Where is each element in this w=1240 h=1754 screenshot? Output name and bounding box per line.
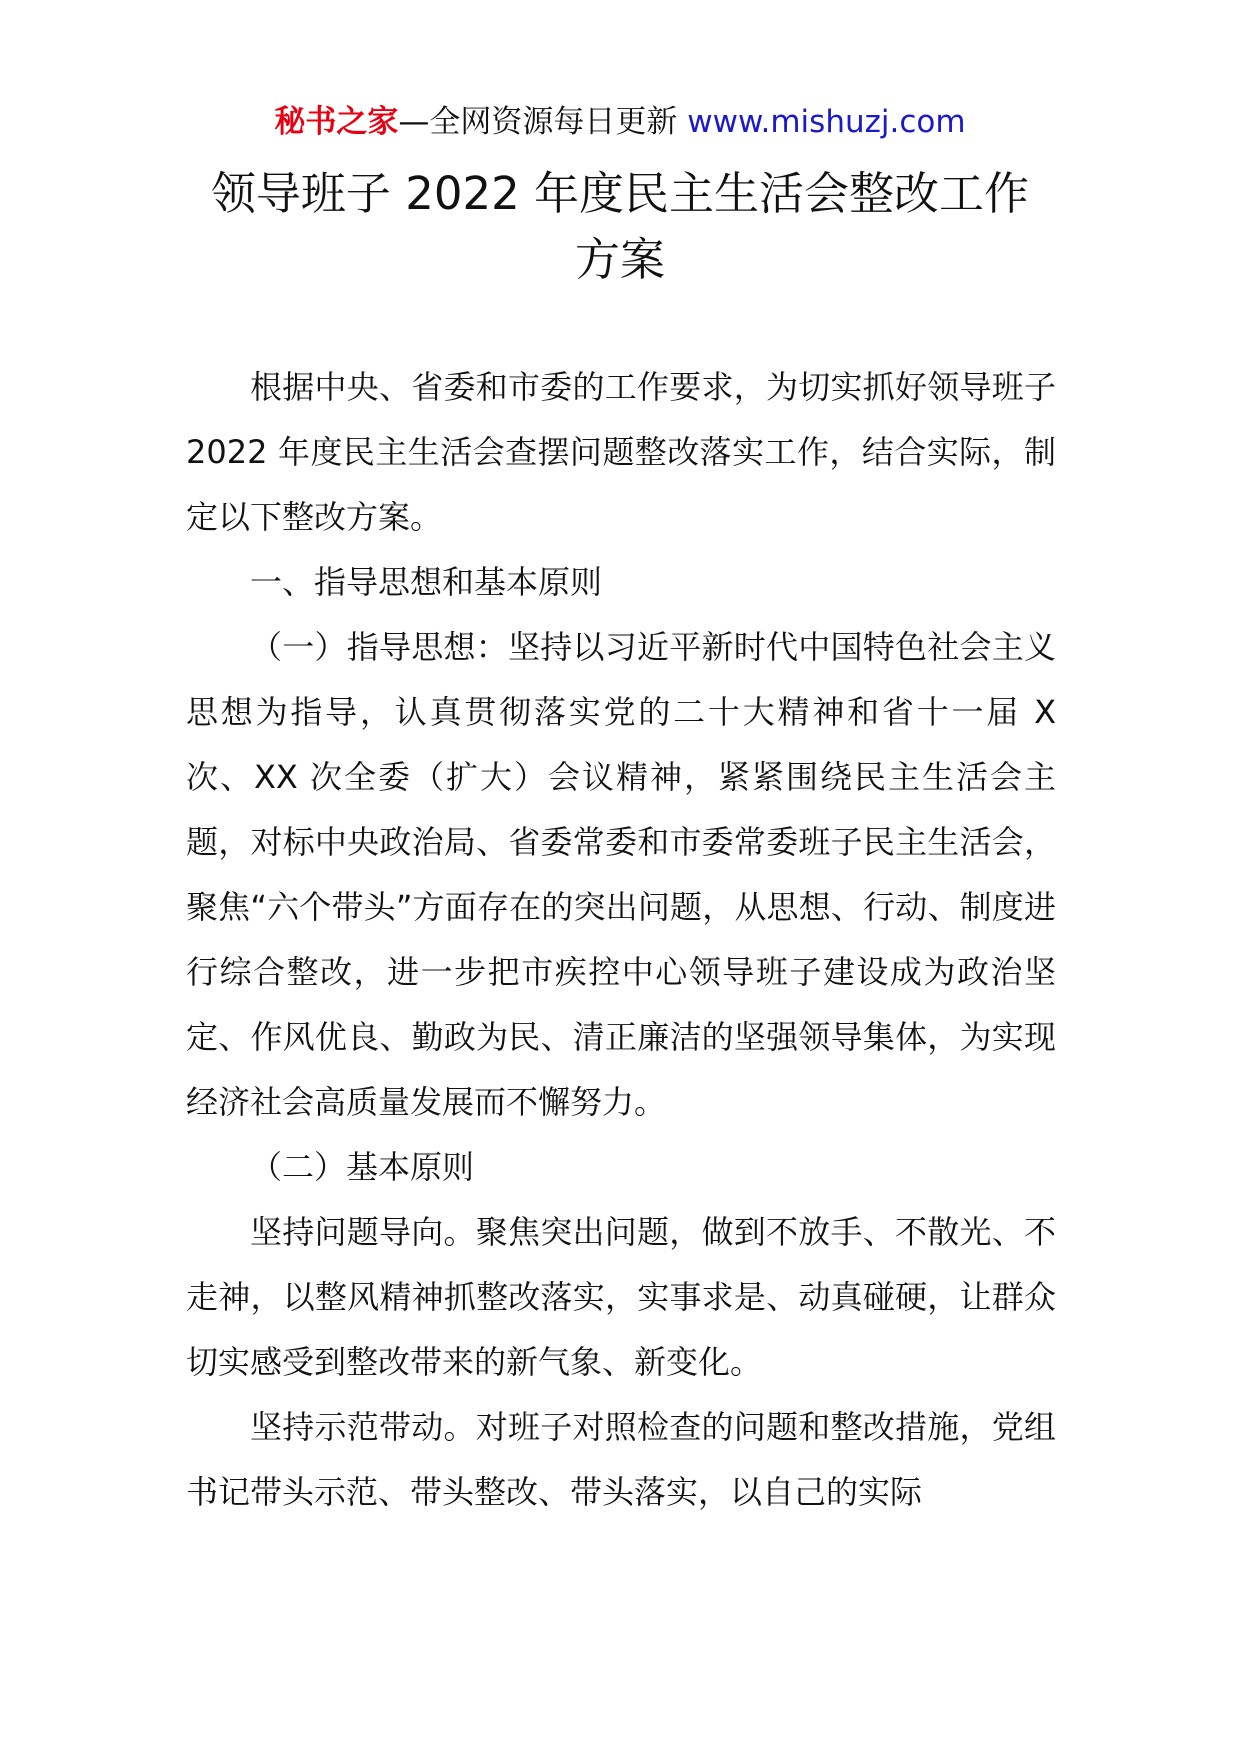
site-url-link[interactable]: www.mishuzj.com	[687, 104, 966, 140]
document-title-line-1: 领导班子 2022 年度民主生活会整改工作	[210, 167, 1030, 220]
section-heading: 一、指导思想和基本原则	[250, 563, 603, 601]
brand-name: 秘书之家	[274, 104, 399, 140]
guiding-ideology-paragraph: （一）指导思想：坚持以习近平新时代中国特色社会主义思想为指导，认真贯彻落实党的二十大精神和省十一届 X 次、XX 次全委（扩大）会议精神，紧紧围绕民主生活会主题，对标中央政治局、省委常委和市委常委班子民主生活会，聚焦“六个带头”方面存在的突出问题，从思想、行动、制度进行综合整改，进一步把市疾控中心领导班子建设成为政治坚定、作风优良、勤政为民、清正廉洁的坚强领导集体，为实现经济社会高质量发展而不懈努力。	[186, 628, 1056, 1121]
principle-paragraph-2: 坚持示范带动。对班子对照检查的问题和整改措施，党组书记带头示范、带头整改、带头落实，以自己的实际	[186, 1408, 1056, 1511]
site-header	[0, 100, 1240, 144]
header-tagline: —全网资源每日更新	[398, 104, 688, 140]
document-title-line-2: 方案	[574, 233, 665, 286]
subsection-heading: （二）基本原则	[250, 1148, 475, 1186]
document-body	[186, 355, 1056, 1525]
principle-paragraph-1: 坚持问题导向。聚焦突出问题，做到不放手、不散光、不走神，以整风精神抓整改落实，实事求是、动真碰硬，让群众切实感受到整改带来的新气象、新变化。	[186, 1213, 1056, 1381]
intro-paragraph: 根据中央、省委和市委的工作要求，为切实抓好领导班子 2022 年度民主生活会查摆问题整改落实工作，结合实际，制定以下整改方案。	[186, 368, 1056, 536]
